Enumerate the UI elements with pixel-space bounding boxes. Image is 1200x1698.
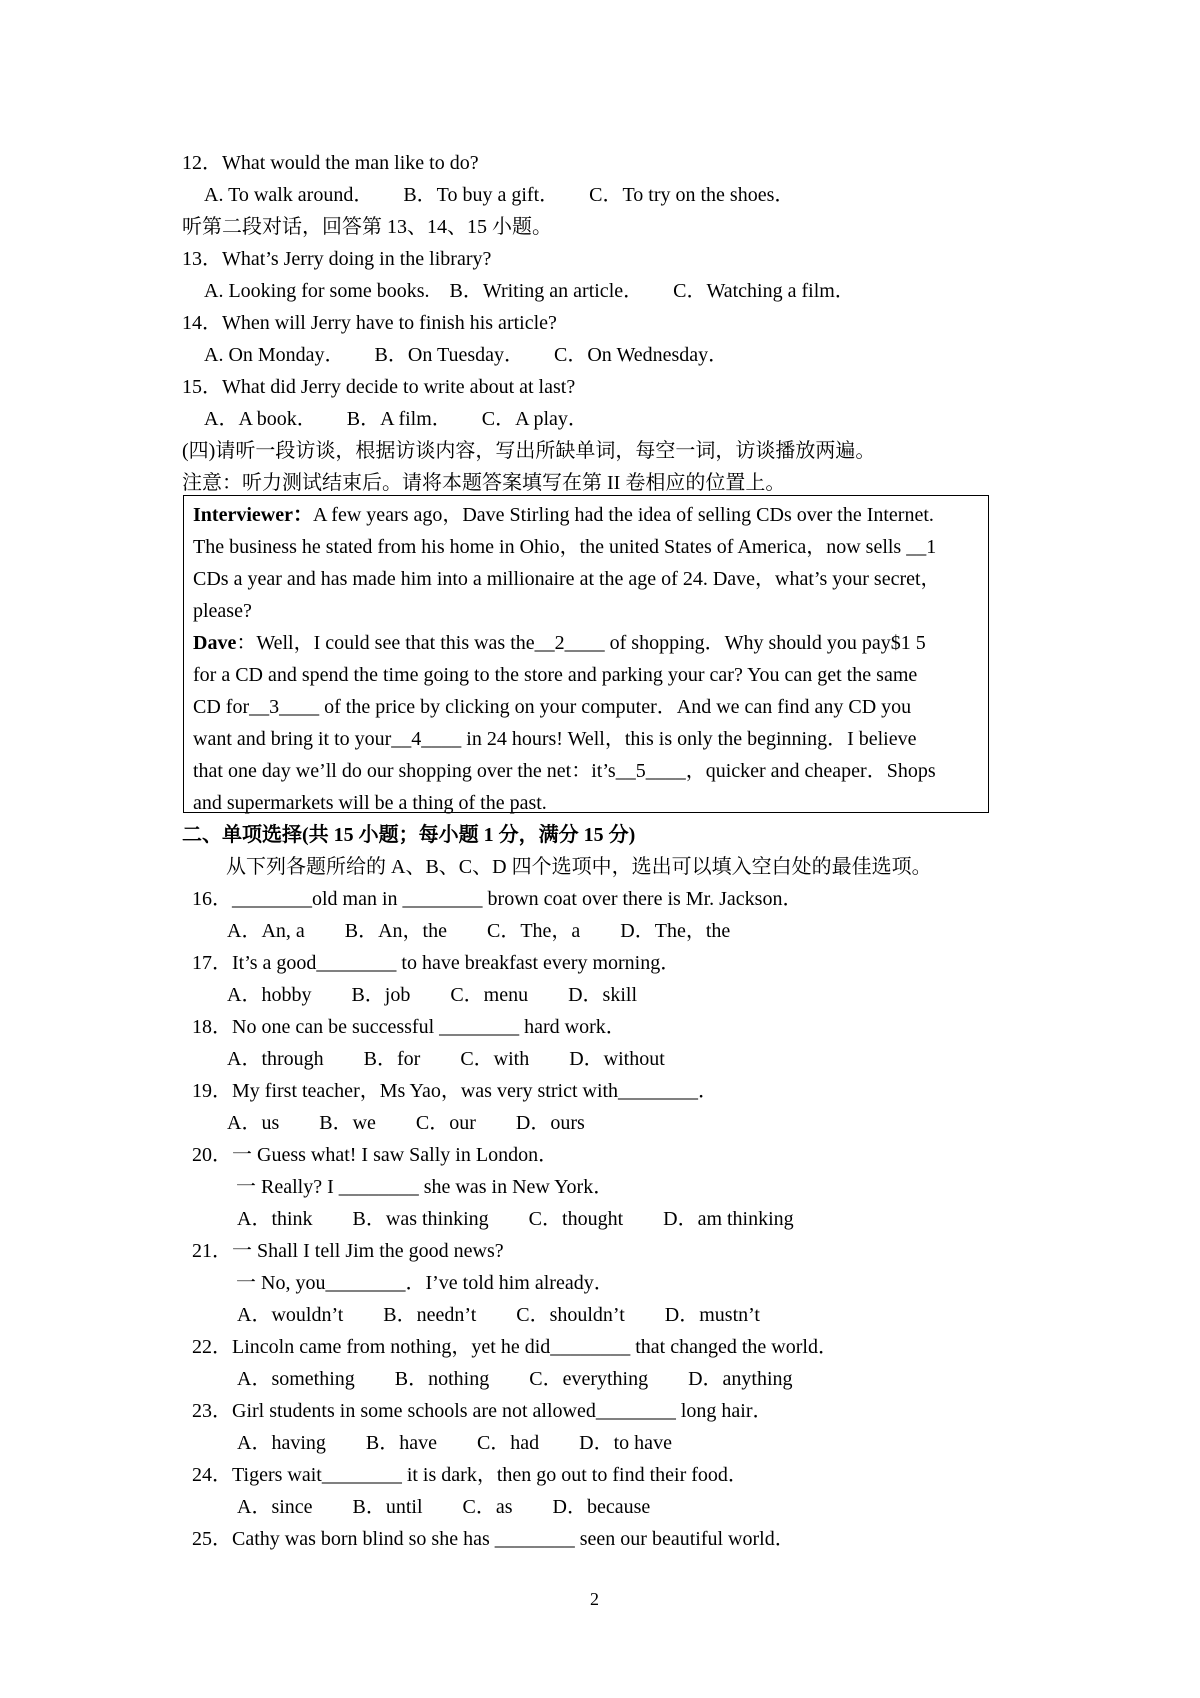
question-14-options: A. On Monday． B．On Tuesday． C．On Wednesday．: [204, 344, 729, 366]
question-19-stem: 19．My first teacher，Ms Yao，was very strict with________．: [192, 1080, 719, 1102]
interview-line-9: that one day we’ll do our shopping over the net：it’s__5____，quicker and cheaper．Shops: [193, 760, 936, 782]
question-23-stem: 23．Girl students in some schools are not allowed________ long hair．: [192, 1400, 773, 1422]
question-25-stem: 25．Cathy was born blind so she has ________ seen our beautiful world．: [192, 1528, 795, 1550]
question-19-options: A．us B．we C．our D．ours: [227, 1112, 585, 1134]
interview-text-1: A few years ago，Dave Stirling had the idea of selling CDs over the Internet.: [312, 504, 934, 526]
interview-line-3: CDs a year and has made him into a millionaire at the age of 24. Dave，what’s your secret，: [193, 568, 941, 590]
question-12-stem: 12．What would the man like to do?: [182, 152, 479, 174]
dave-label: Dave: [193, 632, 237, 654]
interview-line-8: want and bring it to your__4____ in 24 hours! Well，this is only the beginning．I believe: [193, 728, 917, 750]
question-20-options: A．think B．was thinking C．thought D．am thinking: [237, 1208, 794, 1230]
interview-line-2: The business he stated from his home in Ohio，the united States of America，now sells __1: [193, 536, 937, 558]
question-20-stem: 20．一 Guess what! I saw Sally in London．: [192, 1144, 559, 1166]
part-4-instruction: (四)请听一段访谈，根据访谈内容，写出所缺单词，每空一词，访谈播放两遍。: [182, 440, 876, 462]
question-12-options: A. To walk around． B．To buy a gift． C．To try on the shoes．: [204, 184, 795, 206]
page-number: 2: [590, 1589, 599, 1609]
interview-line-10: and supermarkets will be a thing of the past.: [193, 792, 547, 814]
interview-line-4: please?: [193, 600, 252, 622]
interviewer-label: Interviewer：: [193, 504, 313, 526]
question-16-options: A．An, a B．An，the C．The，a D．The，the: [227, 920, 731, 942]
question-18-stem: 18．No one can be successful ________ hard work．: [192, 1016, 626, 1038]
question-16-stem: 16．________old man in ________ brown coat over there is Mr. Jackson．: [192, 888, 803, 910]
section-2-note: 听第二段对话，回答第 13、14、15 小题。: [182, 216, 552, 238]
question-24-options: A．since B．until C．as D．because: [237, 1496, 651, 1518]
question-20-stem-2: 一 Really? I ________ she was in New York．: [236, 1176, 614, 1198]
question-15-stem: 15．What did Jerry decide to write about at last?: [182, 376, 576, 398]
question-18-options: A．through B．for C．with D．without: [227, 1048, 665, 1070]
part-4-note: 注意：听力测试结束后。请将本题答案填写在第 II 卷相应的位置上。: [182, 472, 786, 494]
question-23-options: A．having B．have C．had D．to have: [237, 1432, 672, 1454]
interview-line-7: CD for__3____ of the price by clicking on your computer．And we can find any CD you: [193, 696, 912, 718]
question-24-stem: 24．Tigers wait________ it is dark，then go out to find their food．: [192, 1464, 748, 1486]
section-2-title: 二、单项选择(共 15 小题；每小题 1 分，满分 15 分): [182, 824, 636, 846]
interview-line-1: [193, 499, 934, 531]
section-2-instruction: 从下列各题所给的 A、B、C、D 四个选项中，选出可以填入空白处的最佳选项。: [226, 856, 932, 878]
question-13-stem: 13．What’s Jerry doing in the library?: [182, 248, 492, 270]
interview-text-5: ：Well，I could see that this was the__2____ of shopping．Why should you pay$1 5: [236, 632, 926, 654]
question-22-stem: 22．Lincoln came from nothing，yet he did________ that changed the world．: [192, 1336, 838, 1358]
question-13-options: A. Looking for some books. B．Writing an article． C．Watching a film．: [204, 280, 855, 302]
question-21-stem: 21．一 Shall I tell Jim the good news?: [192, 1240, 504, 1262]
question-21-options: A．wouldn’t B．needn’t C．shouldn’t D．mustn’t: [237, 1304, 760, 1326]
interview-line-5: [193, 627, 926, 659]
question-21-stem-2: 一 No, you________．I’ve told him already．: [236, 1272, 614, 1294]
question-17-stem: 17．It’s a good________ to have breakfast every morning．: [192, 952, 681, 974]
interview-line-6: for a CD and spend the time going to the store and parking your car? You can get the same: [193, 664, 918, 686]
question-17-options: A．hobby B．job C．menu D．skill: [227, 984, 638, 1006]
question-15-options: A．A book． B．A film． C．A play．: [204, 408, 588, 430]
question-22-options: A．something B．nothing C．everything D．anything: [237, 1368, 793, 1390]
question-14-stem: 14．When will Jerry have to finish his article?: [182, 312, 557, 334]
